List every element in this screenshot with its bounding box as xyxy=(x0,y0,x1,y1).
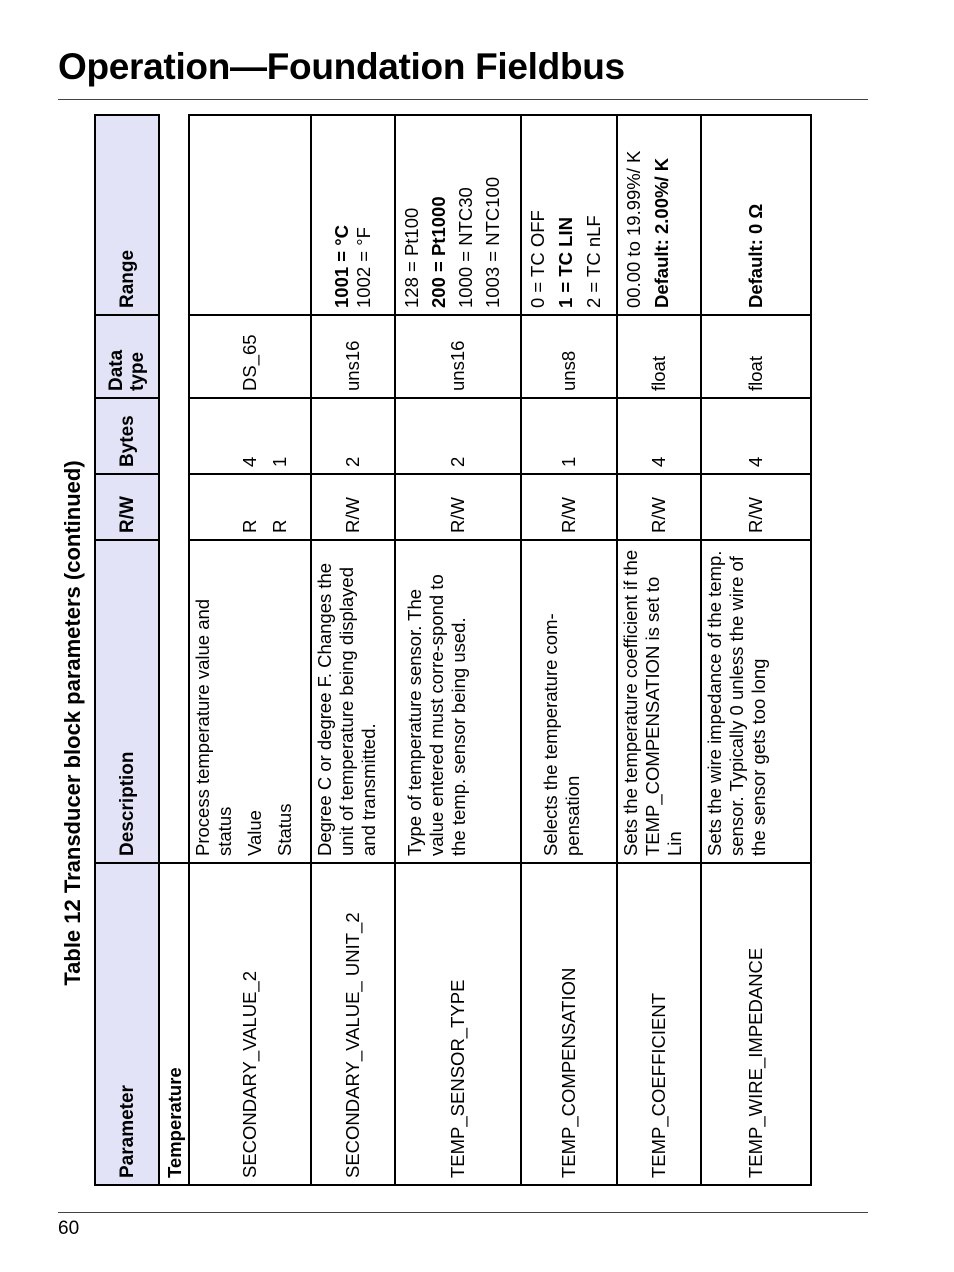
data-type-cell: uns8 xyxy=(521,315,617,398)
page-title: Operation—Foundation Fieldbus xyxy=(58,46,625,87)
table-caption: Table 12 Transducer block parameters (continued) xyxy=(60,460,85,986)
header-bytes: Bytes xyxy=(95,398,159,474)
description-cell: Sets the temperature coefficient if the TEMP_COMPENSATION is set to Lin xyxy=(617,540,701,863)
description-cell: Degree C or degree F. Changes the unit of temperature being displayed and transmitted. xyxy=(311,540,395,863)
parameter-cell: TEMP_SENSOR_TYPE xyxy=(395,863,521,1185)
table-header-row xyxy=(95,115,159,1185)
data-type-cell: DS_65 xyxy=(189,315,311,398)
range-option: 1003 = NTC100 xyxy=(482,176,503,308)
header-data-type-line1: Data xyxy=(106,349,127,391)
table-row xyxy=(521,115,617,1185)
header-divider xyxy=(58,99,868,100)
table-row xyxy=(617,115,701,1185)
parameter-cell: TEMP_WIRE_IMPEDANCE xyxy=(701,863,811,1185)
bytes-cell: 4 xyxy=(617,398,701,474)
data-type-cell: uns16 xyxy=(311,315,395,398)
header-rw: R/W xyxy=(95,474,159,540)
description-sub-value: Value xyxy=(244,810,265,856)
rw-cell: R/W xyxy=(521,474,617,540)
range-cell xyxy=(395,115,521,315)
rw-cell: R/W xyxy=(617,474,701,540)
range-cell xyxy=(701,115,811,315)
section-row xyxy=(159,115,189,1185)
rw-cell xyxy=(189,474,311,540)
range-option: 0 = TC OFF xyxy=(527,210,548,308)
table-row xyxy=(395,115,521,1185)
page-number: 60 xyxy=(58,1218,80,1239)
description-text: Process temperature value and status xyxy=(192,598,235,856)
parameter-cell: SECONDARY_VALUE_ UNIT_2 xyxy=(311,863,395,1185)
description-cell: Sets the wire impedance of the temp. sensor. Typically 0 unless the wire of the sensor gets too long xyxy=(701,540,811,863)
footer-divider xyxy=(58,1212,868,1213)
parameter-cell: TEMP_COEFFICIENT xyxy=(617,863,701,1185)
table-row xyxy=(311,115,395,1185)
data-type-cell: float xyxy=(701,315,811,398)
header-range: Range xyxy=(95,115,159,315)
rw-cell: R/W xyxy=(311,474,395,540)
table-row xyxy=(189,115,311,1185)
rw-status: R xyxy=(269,519,290,533)
range-option-default: 200 = Pt1000 xyxy=(428,196,449,308)
data-type-cell: float xyxy=(617,315,701,398)
bytes-cell: 4 xyxy=(701,398,811,474)
range-cell xyxy=(311,115,395,315)
section-gap xyxy=(159,115,189,863)
description-sub-status: Status xyxy=(274,803,295,856)
range-option: 2 = TC nLF xyxy=(583,215,604,308)
bytes-cell: 2 xyxy=(395,398,521,474)
bytes-cell: 1 xyxy=(521,398,617,474)
range-cell xyxy=(617,115,701,315)
description-cell xyxy=(189,540,311,863)
data-type-cell: uns16 xyxy=(395,315,521,398)
range-option: 1002 = °F xyxy=(353,227,374,308)
rw-cell: R/W xyxy=(395,474,521,540)
section-label: Temperature xyxy=(159,863,189,1185)
range-option-default: 1001 = °C xyxy=(331,225,352,308)
range-option-default: Default: 2.00%/ K xyxy=(651,157,672,308)
header-description: Description xyxy=(95,540,159,863)
header-data-type xyxy=(95,315,159,398)
bytes-cell xyxy=(189,398,311,474)
range-option: 00.00 to 19.99%/ K xyxy=(623,150,644,308)
range-cell xyxy=(189,115,311,315)
bytes-status: 1 xyxy=(269,456,290,467)
range-option: 1000 = NTC30 xyxy=(455,187,476,308)
rw-value: R xyxy=(239,519,260,533)
bytes-cell: 2 xyxy=(311,398,395,474)
transducer-parameters-table xyxy=(94,114,812,1186)
table-row xyxy=(701,115,811,1185)
range-cell xyxy=(521,115,617,315)
description-cell: Selects the temperature com-pensation xyxy=(521,540,617,863)
bytes-value: 4 xyxy=(239,456,260,467)
header-parameter: Parameter xyxy=(95,863,159,1185)
rw-cell: R/W xyxy=(701,474,811,540)
rotated-table-area xyxy=(58,118,788,1188)
header-data-type-line2: type xyxy=(127,351,148,391)
range-option: 128 = Pt100 xyxy=(401,207,422,308)
range-option-default: 1 = TC LIN xyxy=(555,217,576,308)
range-option-default: Default: 0 Ω xyxy=(745,203,766,308)
parameter-cell: SECONDARY_VALUE_2 xyxy=(189,863,311,1185)
parameter-cell: TEMP_COMPENSATION xyxy=(521,863,617,1185)
description-cell: Type of temperature sensor. The value entered must corre-spond to the temp. sensor being used. xyxy=(395,540,521,863)
